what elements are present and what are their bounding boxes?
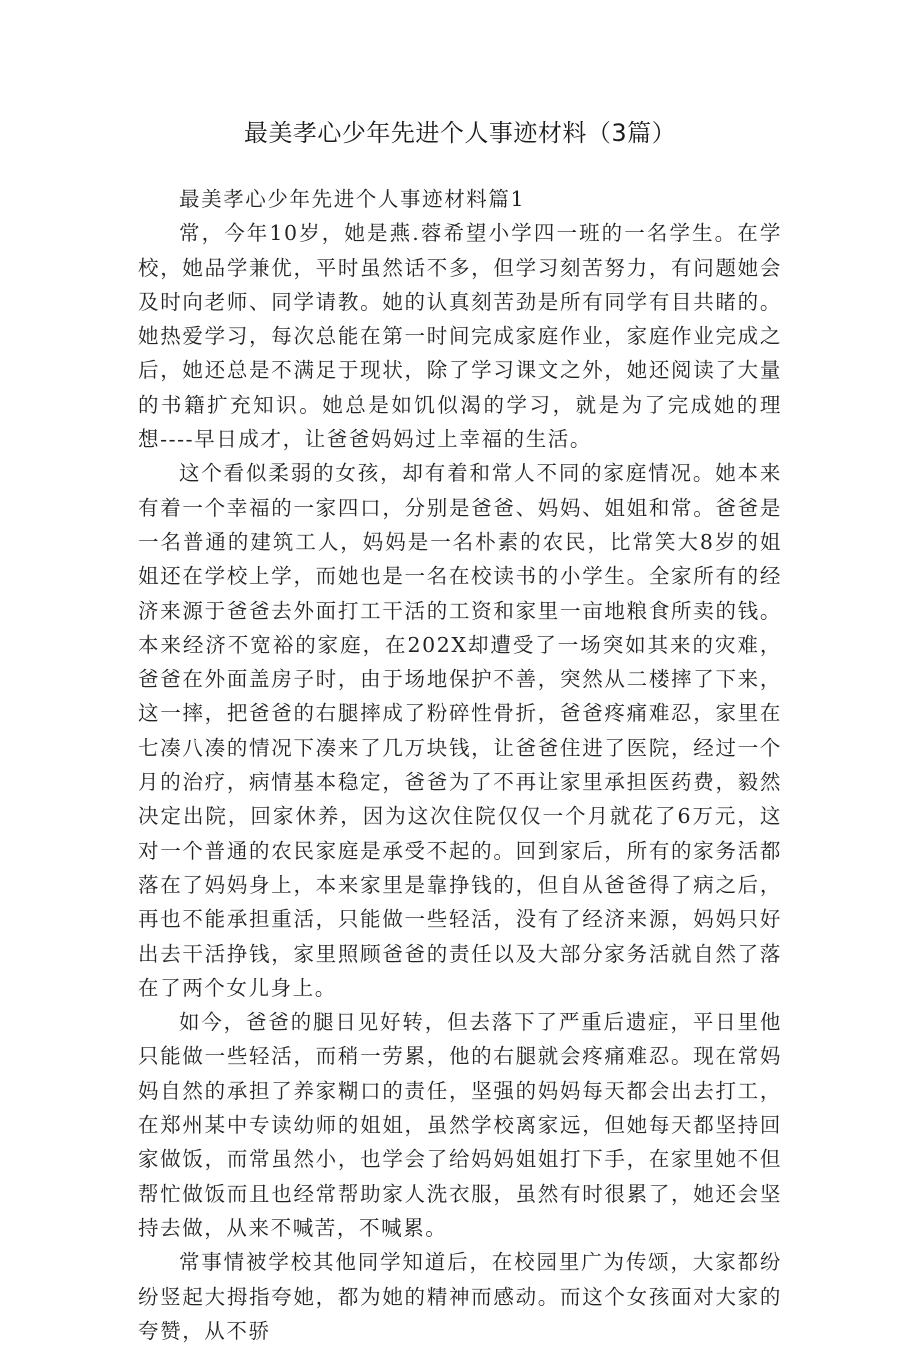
paragraph-4: 常事情被学校其他同学知道后，在校园里广为传颂，大家都纷纷竖起大拇指夸她，都为她的精神而感动。而这个女孩面对大家的夸赞，从不骄: [138, 1250, 782, 1343]
document-title: 最美孝心少年先进个人事迹材料（3篇）: [243, 119, 677, 147]
section-heading: 最美孝心少年先进个人事迹材料篇1: [179, 187, 526, 211]
paragraph-3: 如今，爸爸的腿日见好转，但去落下了严重后遗症，平日里他只能做一些轻活，而稍一劳累，他的右腿就会疼痛难忍。现在常妈妈自然的承担了养家糊口的责任，坚强的妈妈每天都会出去打工，在郑州某中专读幼师的姐姐，虽然学校离家远，但她每天都坚持回家做饭，而常虽然小，也学会了给妈妈姐姐打下手，在家里她不但帮忙做饭而且也经常帮助家人洗衣服，虽然有时很累了，她还会坚持去做，从来不喊苦，不喊累。: [138, 1010, 782, 1240]
paragraph-1: 常，今年10岁，她是燕.蓉希望小学四一班的一名学生。在学校，她品学兼优，平时虽然话不多，但学习刻苦努力，有问题她会及时向老师、同学请教。她的认真刻苦劲是所有同学有目共睹的。她热爱学习，每次总能在第一时间完成家庭作业，家庭作业完成之后，她还总是不满足于现状，除了学习课文之外，她还阅读了大量的书籍扩充知识。她总是如饥似渴的学习，就是为了完成她的理想----早日成才，让爸爸妈妈过上幸福的生活。: [138, 221, 782, 452]
paragraph-2: 这个看似柔弱的女孩，却有着和常人不同的家庭情况。她本来有着一个幸福的一家四口，分别是爸爸、妈妈、姐姐和常。爸爸是一名普通的建筑工人，妈妈是一名朴素的农民，比常笑大8岁的姐姐还在学校上学，而她也是一名在校读书的小学生。全家所有的经济来源于爸爸去外面打工干活的工资和家里一亩地粮食所卖的钱。本来经济不宽裕的家庭，在202X却遭受了一场突如其来的灾难，爸爸在外面盖房子时，由于场地保护不善，突然从二楼摔了下来，这一摔，把爸爸的右腿摔成了粉碎性骨折，爸爸疼痛难忍，家里在七凑八凑的情况下凑来了几万块钱，让爸爸住进了医院，经过一个月的治疗，病情基本稳定，爸爸为了不再让家里承担医药费，毅然决定出院，回家休养，因为这次住院仅仅一个月就花了6万元，这对一个普通的农民家庭是承受不起的。回到家后，所有的家务活都落在了妈妈身上，本来家里是靠挣钱的，但自从爸爸得了病之后，再也不能承担重活，只能做一些轻活，没有了经济来源，妈妈只好出去干活挣钱，家里照顾爸爸的责任以及大部分家务活就自然了落在了两个女儿身上。: [138, 461, 782, 1000]
document-body: [138, 182, 782, 1348]
